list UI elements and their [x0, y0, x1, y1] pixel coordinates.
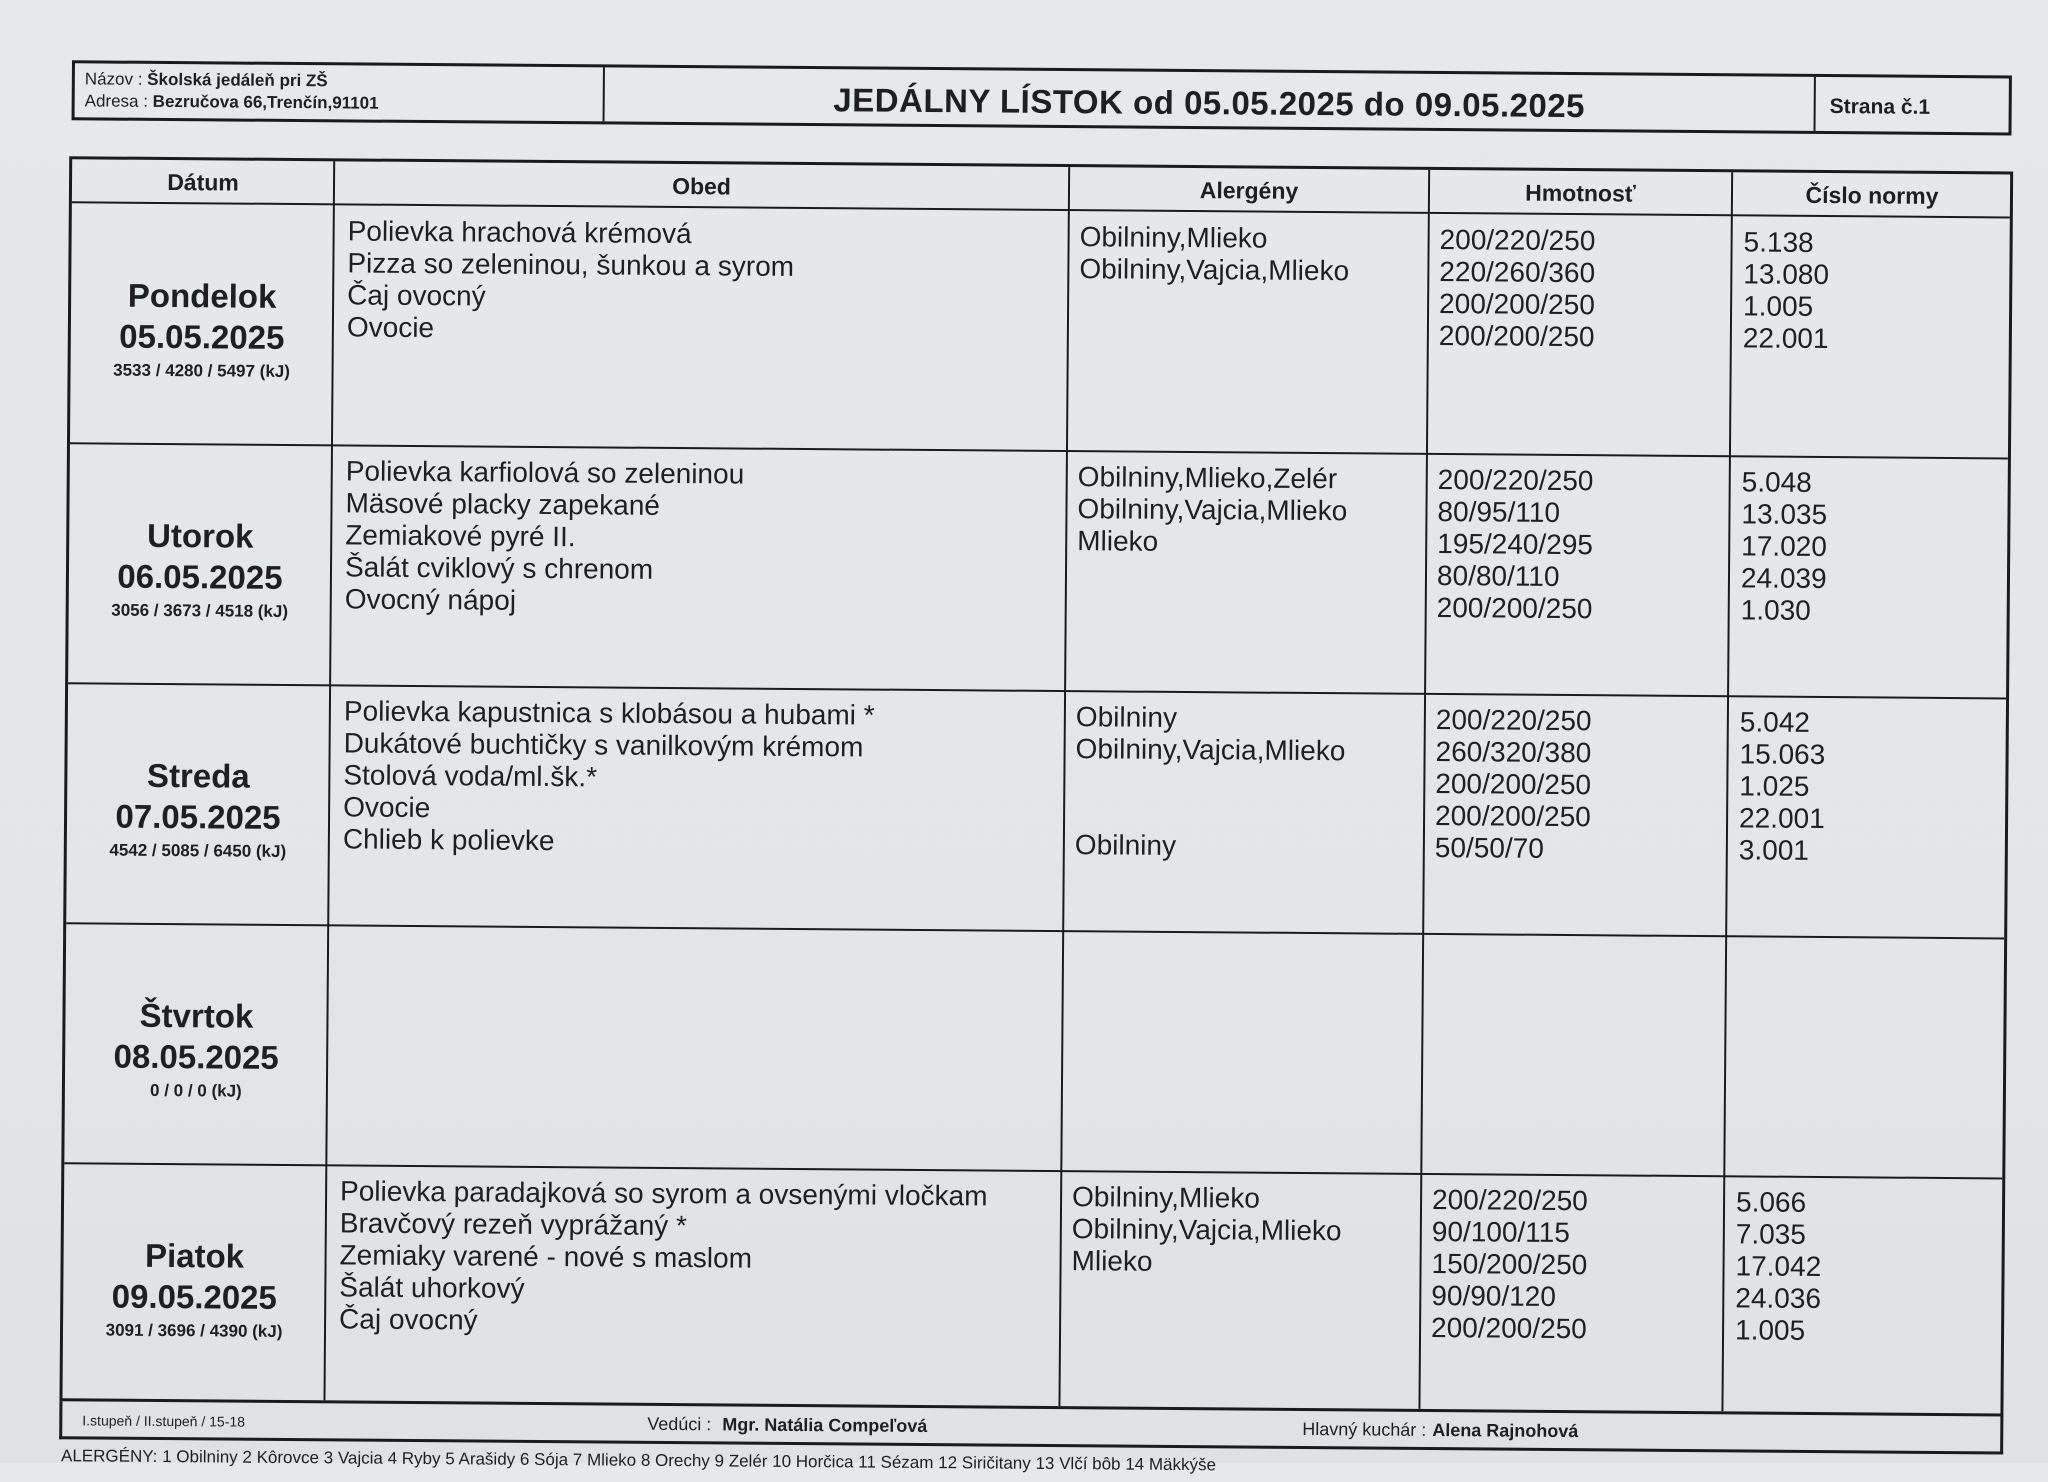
allergen-cell-line: Mlieko: [1071, 1245, 1153, 1277]
day-energy: 0 / 0 / 0 (kJ): [149, 1080, 242, 1101]
weight-cell-line: 200/200/250: [1439, 287, 1595, 321]
allergen-cell-line: [1079, 317, 1349, 351]
column-header-weight: Hmotnosť: [1525, 179, 1636, 207]
norm-cell: [1735, 1186, 1822, 1347]
manager-name: Mgr. Natália Compeľová: [722, 1414, 928, 1437]
day-date: 09.05.2025: [111, 1277, 278, 1316]
day-date: 06.05.2025: [117, 557, 283, 596]
meal-cell-line: Polievka kapustnica s klobásou a hubami *: [343, 695, 875, 731]
norm-cell-line: 3.001: [1738, 834, 1810, 866]
weight-cell-line: 200/200/250: [1438, 319, 1595, 353]
norm-cell-line: 1.025: [1739, 770, 1810, 802]
allergen-cell-line: Obilniny: [1074, 829, 1177, 861]
weight-cell-line: 90/90/120: [1431, 1279, 1557, 1312]
norm-cell-line: 17.020: [1741, 530, 1827, 563]
day-cell: [67, 755, 330, 865]
meal-cell: [347, 215, 795, 347]
day-cell: [65, 995, 328, 1105]
weight-cell: [1439, 224, 1596, 353]
norm-cell-line: 22.001: [1742, 322, 1829, 355]
norm-cell-line: 22.001: [1738, 802, 1825, 835]
chef-label: Hlavný kuchár :: [1302, 1418, 1427, 1440]
day-cell: [70, 275, 333, 385]
meal-cell: [345, 455, 745, 618]
norm-cell-line: 1.005: [1734, 1314, 1806, 1346]
weight-cell: [1437, 464, 1594, 625]
norm-cell-line: 5.048: [1741, 466, 1812, 498]
meal-cell: [343, 695, 875, 859]
weight-cell-line: 195/240/295: [1437, 527, 1594, 561]
document-header: [72, 60, 2012, 135]
allergen-cell-line: [1077, 589, 1347, 623]
column-header-meal: Obed: [672, 172, 732, 199]
weight-cell-line: 200/220/250: [1431, 1183, 1588, 1217]
allergen-cell: [1077, 461, 1348, 623]
meal-cell: [339, 1175, 988, 1340]
address-label: Adresa :: [84, 91, 149, 111]
meal-cell-line: Pizza so zeleninou, šunkou a syrom: [347, 247, 795, 282]
allergen-cell: [1079, 221, 1350, 351]
meal-cell-line: Zemiakové pyré II.: [345, 519, 576, 553]
meal-cell-line: Dukátové buchtičky s vanilkovým krémom: [343, 727, 864, 763]
allergen-cell-line: Obilniny,Mlieko,Zelér: [1077, 461, 1338, 495]
allergen-cell-line: Obilniny,Vajcia,Mlieko: [1077, 493, 1348, 527]
allergen-cell-line: Obilniny,Vajcia,Mlieko: [1071, 1213, 1342, 1247]
weight-cell: [1435, 704, 1592, 865]
column-divider: [1721, 172, 1733, 1411]
weight-cell-line: 90/100/115: [1431, 1215, 1571, 1249]
column-header-date: Dátum: [167, 168, 239, 196]
document-title: JEDÁLNY LÍSTOK od 05.05.2025 do 09.05.2025: [833, 81, 1586, 125]
chef-name: Alena Rajnohová: [1432, 1419, 1579, 1442]
day-cell: [69, 515, 332, 625]
meal-cell-line: Ovocie: [343, 791, 431, 824]
weight-cell-line: 80/95/110: [1437, 495, 1561, 528]
allergen-cell-line: Obilniny,Vajcia,Mlieko: [1079, 253, 1350, 287]
allergen-cell-line: [1079, 285, 1349, 319]
column-header-norm: Číslo normy: [1805, 181, 1939, 209]
name-label: Názov :: [84, 69, 143, 89]
meal-cell-line: Čaj ovocný: [347, 279, 486, 312]
weight-cell-line: 50/50/70: [1434, 831, 1544, 864]
day-date: 05.05.2025: [119, 317, 285, 356]
meal-cell-line: Šalát cviklový s chrenom: [344, 551, 654, 585]
row-divider: [66, 922, 2004, 939]
day-date: 08.05.2025: [113, 1037, 279, 1076]
day-energy: 3091 / 3696 / 4390 (kJ): [105, 1320, 283, 1341]
norm-cell-line: 24.036: [1735, 1282, 1822, 1315]
allergen-cell-line: [1077, 557, 1347, 591]
meal-cell-line: Polievka karfiolová so zeleninou: [345, 455, 745, 490]
meal-cell-line: Ovocný nápoj: [344, 583, 517, 616]
norm-cell-line: 5.138: [1743, 226, 1814, 258]
day-energy: 3533 / 4280 / 5497 (kJ): [113, 360, 291, 381]
norm-cell-line: 5.066: [1735, 1186, 1807, 1218]
meal-cell-line: Bravčový rezeň vyprážaný *: [339, 1207, 688, 1242]
weight-cell-line: 260/320/380: [1435, 735, 1592, 769]
meal-cell-line: Stolová voda/ml.šk.*: [343, 759, 598, 793]
menu-table: [59, 156, 2013, 1416]
menu-sheet: [29, 60, 2025, 1476]
norm-cell-line: 15.063: [1739, 738, 1826, 771]
weight-cell-line: 200/200/250: [1430, 1311, 1587, 1345]
norm-cell-line: 5.042: [1739, 706, 1811, 738]
weight-cell-line: 150/200/250: [1431, 1247, 1588, 1281]
meal-cell-line: Šalát uhorkový: [339, 1271, 525, 1304]
meal-cell-line: Chlieb k polievke: [342, 823, 555, 857]
weight-cell-line: 80/80/110: [1436, 559, 1560, 592]
day-cell: [63, 1235, 326, 1345]
norm-cell-line: 13.035: [1741, 498, 1828, 531]
meal-cell-line: Zemiaky varené - nové s maslom: [339, 1239, 753, 1274]
weight-cell-line: 200/200/250: [1434, 799, 1591, 833]
allergen-cell-line: [1071, 1309, 1341, 1343]
day-name: Utorok: [146, 516, 254, 555]
column-header-allergens: Alergény: [1199, 176, 1299, 204]
day-name: Pondelok: [127, 276, 277, 315]
norm-cell-line: 24.039: [1740, 562, 1827, 595]
meal-cell-line: Polievka hrachová krémová: [347, 215, 692, 250]
allergen-cell-line: Obilniny: [1075, 701, 1178, 733]
allergen-cell-line: Obilniny,Mlieko: [1071, 1181, 1261, 1214]
canteen-address: Bezručova 66,Trenčín,91101: [152, 91, 379, 113]
weight-cell-line: 200/200/250: [1436, 591, 1593, 625]
meal-cell-line: Mäsové placky zapekané: [345, 487, 661, 521]
day-name: Štvrtok: [139, 996, 254, 1035]
canteen-info: [75, 63, 605, 121]
manager-label: Vedúci :: [647, 1413, 712, 1435]
meal-cell-line: Čaj ovocný: [339, 1303, 478, 1336]
weight-cell-line: 200/220/250: [1437, 463, 1594, 497]
meal-cell-line: Ovocie: [346, 311, 435, 344]
norm-cell: [1743, 226, 1830, 355]
allergen-legend: ALERGÉNY: 1 Obilniny 2 Kôrovce 3 Vajcia 4 Ryby 5 Arašidy 6 Sója 7 Mlieko 8 Orechy 9 Zelér 10 Horčica 11 Sézam 12 Siričitany 13 Vlčí bôb 14 Mäkkýše: [60, 1446, 1217, 1475]
column-divider: [1418, 170, 1430, 1409]
allergen-cell-line: Obilniny,Mlieko: [1079, 221, 1268, 254]
norm-cell: [1741, 466, 1828, 627]
portion-levels: I.stupeň / II.stupeň / 15-18: [82, 1412, 246, 1430]
norm-cell-line: 1.005: [1742, 290, 1814, 322]
meal-cell-line: Polievka paradajková so syrom a ovsenými vločkam: [340, 1175, 988, 1212]
day-energy: 3056 / 3673 / 4518 (kJ): [111, 600, 289, 621]
day-date: 07.05.2025: [115, 797, 281, 836]
allergen-cell-line: [1075, 797, 1345, 831]
canteen-name: Školská jedáleň pri ZŠ: [147, 69, 328, 91]
allergen-cell: [1071, 1181, 1342, 1343]
norm-cell-line: 7.035: [1735, 1218, 1807, 1250]
allergen-cell-line: [1075, 765, 1345, 799]
weight-cell: [1431, 1184, 1588, 1345]
weight-cell-line: 200/220/250: [1435, 703, 1592, 737]
weight-cell-line: 200/220/250: [1439, 223, 1596, 257]
norm-cell: [1739, 706, 1826, 867]
allergen-cell-line: Obilniny,Vajcia,Mlieko: [1075, 733, 1346, 767]
weight-cell-line: 200/200/250: [1435, 767, 1592, 801]
page-number: Strana č.1: [1813, 77, 2008, 133]
allergen-cell-line: Mlieko: [1077, 525, 1159, 557]
weight-cell-line: 220/260/360: [1439, 255, 1596, 289]
allergen-cell-line: [1071, 1277, 1341, 1311]
norm-cell-line: 17.042: [1735, 1250, 1822, 1283]
norm-cell-line: 13.080: [1743, 258, 1830, 291]
norm-cell-line: 1.030: [1740, 594, 1811, 626]
allergen-cell: [1075, 701, 1346, 863]
day-name: Streda: [146, 756, 250, 795]
day-energy: 4542 / 5085 / 6450 (kJ): [109, 840, 287, 861]
day-name: Piatok: [144, 1236, 245, 1275]
column-divider: [1058, 167, 1070, 1406]
